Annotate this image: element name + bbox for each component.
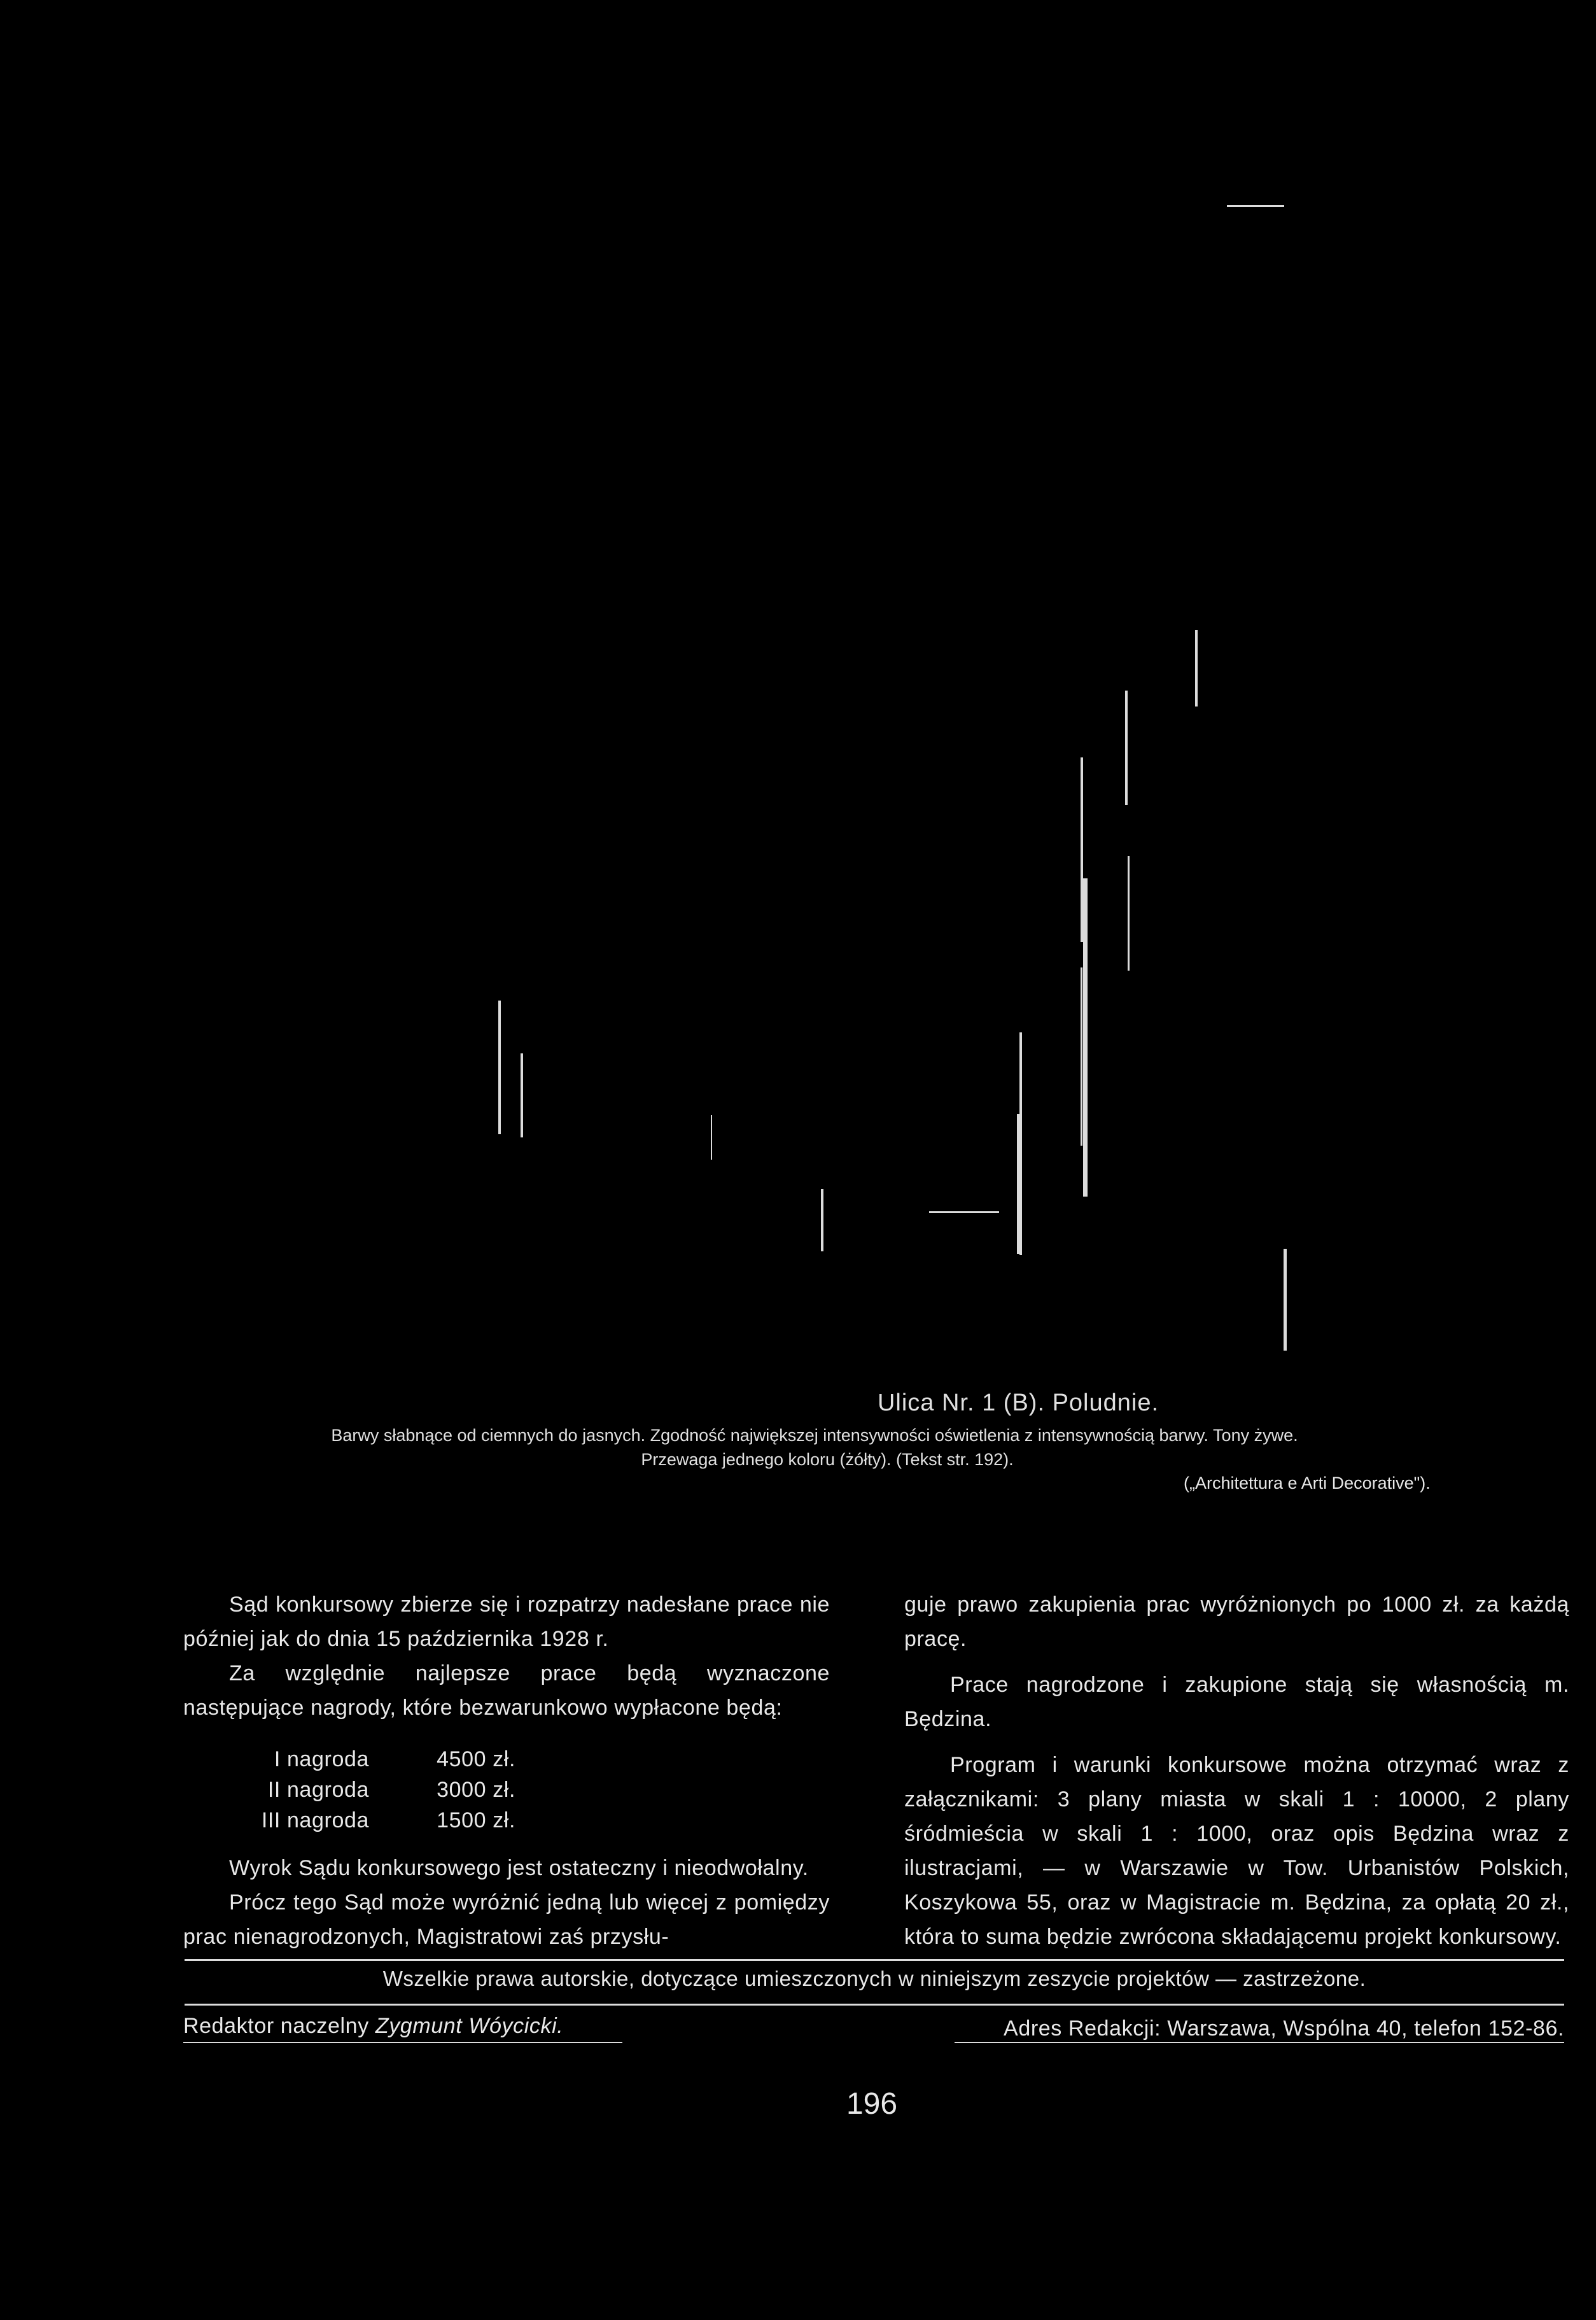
prize-amount: 3000 zł. bbox=[437, 1778, 515, 1802]
editor-underline bbox=[183, 2042, 622, 2043]
prize-name: II nagroda bbox=[267, 1778, 369, 1802]
caption-line-2: Przewaga jednego koloru (żółty). (Tekst str. 192). bbox=[641, 1450, 1014, 1469]
editorial-address: Adres Redakcji: Warszawa, Wspólna 40, telefon 152-86. bbox=[1004, 2016, 1564, 2041]
paragraph-ownership: Prace nagrodzone i zakupione stają się własnością m. Będzina. bbox=[904, 1673, 1569, 1731]
caption-line-1: Barwy słabnące od ciemnych do jasnych. Zgodność największej intensywności oświetlenia z intensywnością barwy. Tony żywe. bbox=[331, 1426, 1298, 1445]
paragraph-verdict: Wyrok Sądu konkursowego jest ostateczny i nieodwołalny. bbox=[229, 1856, 809, 1880]
footer-rule-middle bbox=[185, 2004, 1564, 2006]
paragraph-program: Program i warunki konkursowe można otrzymać wraz z załącznikami: 3 plany miasta w skali 1 : 10000, 2 plany śródmieścia w skali 1 : 1000, oraz opis Będzina wraz z ilustracjami, — w Warszawie w Tow. Urbanistów Polskich, Koszykowa 55, oraz w Magistracie m. Będzina, za opłatą 20 zł., która to suma będzie zwrócona składającemu projekt konkursowy. bbox=[904, 1753, 1569, 1949]
paragraph-purchase: guje prawo zakupienia prac wyróżnionych po 1000 zł. za każdą pracę. bbox=[904, 1592, 1569, 1651]
prize-name: I nagroda bbox=[274, 1747, 369, 1771]
prize-row bbox=[183, 1805, 830, 1836]
address-underline bbox=[955, 2042, 1564, 2043]
paragraph-jury: Sąd konkursowy zbierze się i rozpatrzy nadesłane prace nie później jak do dnia 15 października 1928 r. bbox=[183, 1592, 830, 1651]
prize-name: III nagroda bbox=[261, 1808, 369, 1832]
editor-label: Redaktor naczelny bbox=[183, 2014, 369, 2038]
prize-row bbox=[183, 1744, 830, 1775]
editor-name: Zygmunt Wóycicki. bbox=[375, 2014, 564, 2038]
paragraph-distinctions: Prócz tego Sąd może wyróżnić jedną lub więcej z pomiędzy prac nienagrodzonych, Magistratowi zaś przysłu- bbox=[183, 1890, 830, 1949]
copyright-notice: Wszelkie prawa autorskie, dotyczące umieszczonych w niniejszym zeszycie projektów — zastrzeżone. bbox=[382, 1967, 1366, 1990]
right-column bbox=[904, 1587, 1569, 1954]
page-number: 196 bbox=[846, 2087, 898, 2121]
paragraph-prizes-intro: Za względnie najlepsze prace będą wyznaczone następujące nagrody, które bezwarunkowo wypłacone będą: bbox=[183, 1661, 830, 1720]
caption-title: Ulica Nr. 1 (B). Poludnie. bbox=[877, 1389, 1159, 1416]
left-column bbox=[183, 1587, 830, 1954]
prize-amount: 4500 zł. bbox=[437, 1747, 515, 1771]
footer-rule-top bbox=[185, 1959, 1564, 1961]
prize-list bbox=[183, 1744, 830, 1836]
editor-line bbox=[183, 2014, 563, 2039]
caption-source: („Architettura e Arti Decorative"). bbox=[1184, 1473, 1431, 1493]
prize-row bbox=[183, 1775, 830, 1805]
prize-amount: 1500 zł. bbox=[437, 1808, 515, 1832]
